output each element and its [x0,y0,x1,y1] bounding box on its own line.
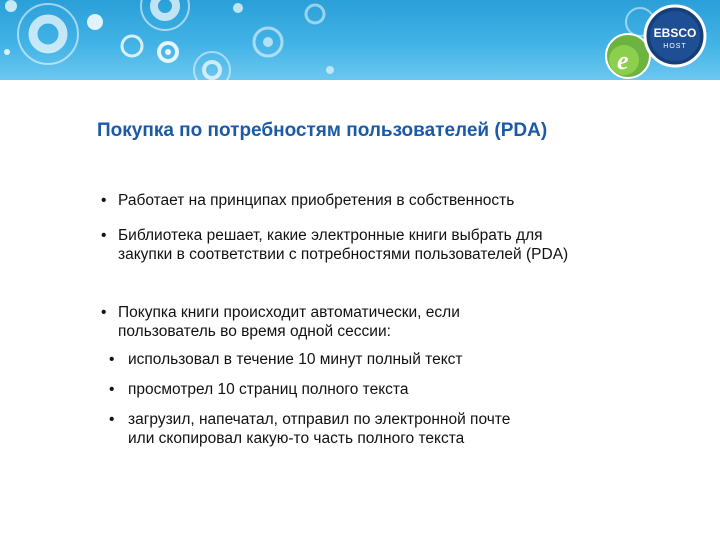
logo-letter-e: e [617,46,629,75]
sub-bullet-item [109,410,529,448]
bullet-dot: • [109,381,115,398]
bullet-dot: • [109,411,115,428]
bullet-item [101,226,571,264]
slide-title: Покупка по потребностям пользователей (PDA) [97,120,548,141]
sub-bullet-text: загрузил, напечатал, отправил по электронной почте или скопировал какую-то часть полного текста [128,411,511,447]
sub-bullet-item [109,350,629,369]
bullet-text: Покупка книги происходит автоматически, если пользователь во время одной сессии: [118,304,460,340]
logo-brand-text: EBSCO [653,26,697,40]
header-banner [0,0,720,80]
bullet-text: Работает на принципах приобретения в собственность [118,192,515,209]
sub-bullet-item [109,380,629,399]
bullet-dot: • [101,304,107,321]
bullet-text: Библиотека решает, какие электронные книги выбрать для закупки в соответствии с потребностями пользователей (PDA) [118,227,569,263]
bullet-item [101,191,621,210]
sub-bullet-text: просмотрел 10 страниц полного текста [128,381,409,398]
bullet-dot: • [101,227,107,244]
ebsco-logo [606,6,705,78]
bullet-dot: • [101,192,107,209]
bullet-item [101,303,531,341]
sub-bullet-text: использовал в течение 10 минут полный текст [128,351,463,368]
logo-sub-text: HOST [663,43,687,50]
bullet-dot: • [109,351,115,368]
decorative-circles [0,0,720,80]
